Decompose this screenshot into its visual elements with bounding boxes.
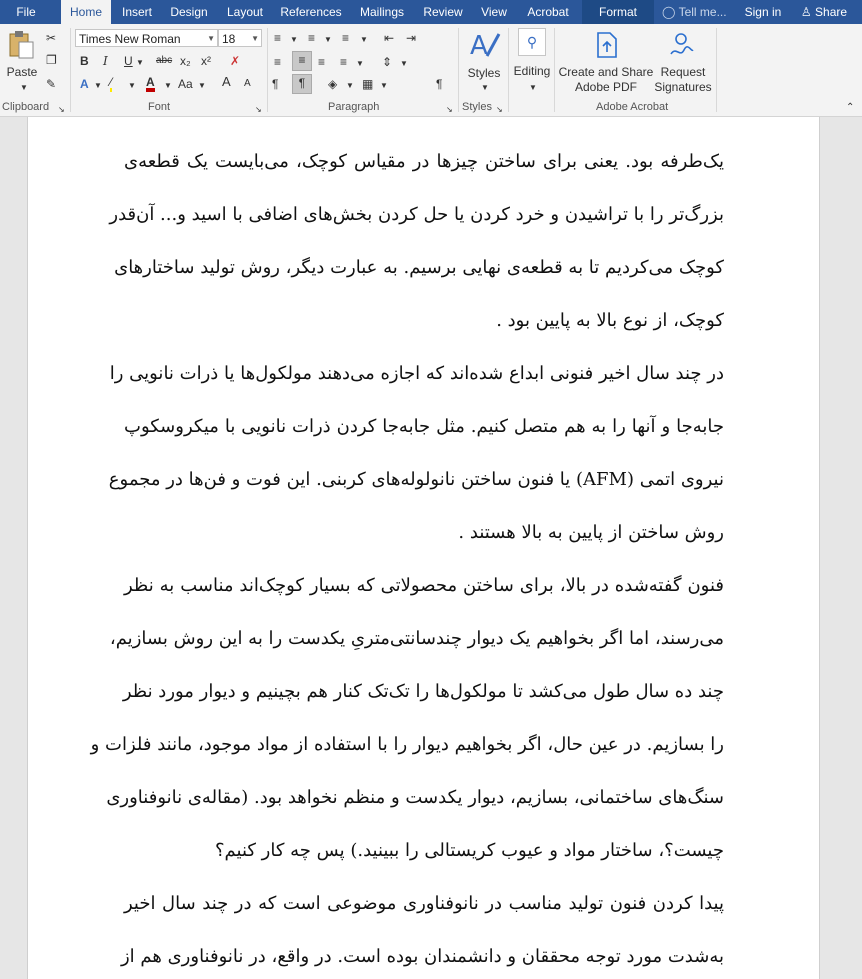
chevron-down-icon[interactable]: ▼ bbox=[94, 81, 102, 90]
chevron-down-icon[interactable]: ▼ bbox=[128, 81, 136, 90]
editing-label[interactable]: Editing bbox=[513, 64, 551, 78]
share-button[interactable]: ♙ Share bbox=[800, 5, 848, 19]
styles-label[interactable]: Styles bbox=[467, 66, 501, 80]
ribbon-home bbox=[0, 24, 862, 117]
change-case-button[interactable]: Aa bbox=[178, 77, 193, 91]
clipboard-icon bbox=[7, 30, 37, 60]
dialog-launcher-icon[interactable]: ↘ bbox=[58, 105, 65, 114]
tab-view[interactable]: View bbox=[481, 5, 507, 19]
chevron-down-icon[interactable]: ▼ bbox=[198, 81, 206, 90]
chevron-down-icon[interactable]: ▼ bbox=[380, 81, 388, 90]
numbering-icon[interactable]: ≡ bbox=[308, 31, 316, 45]
shading-icon[interactable]: ◈ bbox=[328, 77, 338, 91]
tab-file[interactable]: File bbox=[16, 5, 36, 19]
ribbon-tab-bar bbox=[0, 0, 862, 24]
font-name-combo[interactable]: Times New Roman ▼ bbox=[75, 29, 218, 47]
text-line[interactable]: روش ساختن از پایین به بالا هستند . bbox=[458, 522, 724, 543]
tab-format[interactable]: Format bbox=[582, 0, 654, 24]
text-line[interactable]: نیروی اتمی (AFM) یا فنون ساختن نانولوله‌های کربنی. این فوت و فن‌ها در مجموع bbox=[108, 469, 724, 490]
chevron-down-icon[interactable]: ▼ bbox=[481, 83, 489, 92]
text-line[interactable]: چند ده سال طول می‌کشد تا مولکول‌ها را تک‌تک کنار هم بچینیم و دیوار مورد نظر bbox=[122, 681, 724, 702]
styles-button[interactable] bbox=[466, 28, 502, 62]
text-line[interactable]: کوچک می‌کردیم تا به قطعه‌ی نهایی برسیم. به عبارت دیگر، روش تولید ساختارهای bbox=[114, 257, 724, 278]
chevron-down-icon: ▼ bbox=[251, 34, 259, 43]
italic-button[interactable]: I bbox=[103, 54, 108, 68]
chevron-down-icon[interactable]: ▼ bbox=[290, 35, 298, 44]
tab-insert[interactable]: Insert bbox=[121, 5, 152, 19]
dialog-launcher-icon[interactable]: ↘ bbox=[446, 105, 453, 114]
dialog-launcher-icon[interactable]: ↘ bbox=[496, 105, 503, 114]
chevron-down-icon[interactable]: ▼ bbox=[529, 83, 537, 92]
tab-acrobat[interactable]: Acrobat bbox=[527, 5, 569, 19]
bold-button[interactable]: B bbox=[80, 54, 89, 68]
styles-icon bbox=[467, 28, 501, 62]
divider bbox=[458, 28, 459, 112]
text-line[interactable]: کوچک، از نوع بالا به پایین بود . bbox=[496, 310, 724, 331]
font-color-button[interactable]: A bbox=[146, 76, 155, 92]
text-line[interactable]: به‌شدت مورد توجه محققان و دانشمندان بوده است. در واقع، در نانوفناوری هم از bbox=[120, 946, 724, 967]
align-center-icon[interactable]: ≡ bbox=[292, 51, 312, 71]
chevron-down-icon[interactable]: ▼ bbox=[400, 59, 408, 68]
cut-icon[interactable]: ✂ bbox=[46, 31, 57, 45]
ltr-direction-icon[interactable]: ¶ bbox=[272, 77, 279, 91]
document-page[interactable] bbox=[27, 117, 820, 979]
font-group-label: Font bbox=[148, 101, 171, 113]
chevron-down-icon[interactable]: ▼ bbox=[324, 35, 332, 44]
search-icon: ⚲ bbox=[526, 34, 538, 50]
copy-icon[interactable]: ❐ bbox=[46, 53, 57, 67]
paragraph-group-label: Paragraph bbox=[328, 101, 380, 113]
text-effects-icon[interactable]: A bbox=[80, 77, 89, 91]
align-right-icon[interactable]: ≡ bbox=[318, 55, 326, 69]
chevron-down-icon[interactable]: ▼ bbox=[356, 59, 364, 68]
paste-button[interactable] bbox=[6, 30, 38, 60]
lightbulb-icon: ◯ bbox=[662, 5, 676, 19]
bullets-icon[interactable]: ≡ bbox=[274, 31, 282, 45]
rtl-direction-icon[interactable]: ¶ bbox=[292, 74, 312, 94]
tab-design[interactable]: Design bbox=[170, 5, 208, 19]
subscript-button[interactable]: x₂ bbox=[180, 54, 191, 68]
create-pdf-icon[interactable] bbox=[592, 30, 622, 60]
text-line[interactable]: در چند سال اخیر فنونی ابداع شده‌اند که اجازه می‌دهند مولکول‌ها یا ذرات نانویی را bbox=[109, 363, 724, 384]
chevron-down-icon[interactable]: ▼ bbox=[360, 35, 368, 44]
text-line[interactable]: سنگ‌های ساختمانی، بسازیم، دیوار یکدست و منظم نخواهد بود. (مقاله‌ی نانوفناوری bbox=[106, 787, 724, 808]
dialog-launcher-icon[interactable]: ↘ bbox=[255, 105, 262, 114]
svg-text:A: A bbox=[470, 31, 488, 61]
text-line[interactable]: فنون گفته‌شده در بالا، برای ساختن محصولاتی که بسیار کوچک‌اند مناسب به نظر bbox=[124, 575, 724, 596]
signature-icon[interactable] bbox=[666, 30, 696, 60]
document-area bbox=[0, 117, 862, 979]
clear-formatting-icon[interactable]: ✗ bbox=[230, 54, 241, 68]
chevron-down-icon[interactable]: ▼ bbox=[20, 83, 28, 92]
strikethrough-button[interactable]: abc bbox=[156, 55, 173, 66]
find-button[interactable] bbox=[518, 28, 546, 56]
increase-indent-icon[interactable]: ⇥ bbox=[406, 31, 417, 45]
tab-layout[interactable]: Layout bbox=[226, 5, 264, 19]
text-line[interactable]: را بسازیم. در عین حال، اگر بخواهیم دیوار را با استفاده از مواد موجود، مانند فلزات و bbox=[90, 734, 724, 755]
paste-label[interactable]: Paste bbox=[6, 65, 38, 79]
font-size-combo[interactable]: 18 ▼ bbox=[218, 29, 262, 47]
sign-in-button[interactable]: Sign in bbox=[744, 5, 782, 19]
divider bbox=[554, 28, 555, 112]
adobe-group-label: Adobe Acrobat bbox=[596, 101, 669, 113]
show-marks-icon[interactable]: ¶ bbox=[436, 77, 443, 91]
text-line[interactable]: پیدا کردن فنون تولید مناسب در نانوفناوری موضوعی است که در چند سال اخیر bbox=[124, 893, 724, 914]
divider bbox=[716, 28, 717, 112]
collapse-ribbon-icon[interactable]: ⌃ bbox=[846, 102, 855, 113]
clipboard-group-label: Clipboard bbox=[2, 101, 50, 113]
styles-group-label: Styles bbox=[462, 101, 492, 113]
text-line[interactable]: یک‌طرفه بود. یعنی برای ساختن چیزها در مقیاس کوچک، می‌بایست یک قطعه‌ی bbox=[124, 151, 724, 172]
text-line[interactable]: بزرگ‌تر را با تراشیدن و خرد کردن یا حل کردن بخش‌های اضافی با اسید و... آن‌قدر bbox=[109, 204, 724, 225]
tab-home[interactable]: Home bbox=[61, 0, 111, 24]
format-painter-icon[interactable]: ✎ bbox=[46, 77, 57, 91]
tell-me-box[interactable]: ◯ Tell me... bbox=[662, 5, 727, 19]
align-left-icon[interactable]: ≡ bbox=[274, 55, 282, 69]
chevron-down-icon[interactable]: ▼ bbox=[346, 81, 354, 90]
underline-button[interactable]: U bbox=[124, 54, 133, 68]
multilevel-list-icon[interactable]: ≡ bbox=[342, 31, 350, 45]
person-icon: ♙ bbox=[800, 5, 812, 19]
divider bbox=[508, 28, 509, 112]
text-line[interactable]: می‌رسند، اما اگر بخواهیم یک دیوار چندسانتی‌متریِ یکدست را به این روش بسازیم، bbox=[109, 628, 724, 649]
grow-font-button[interactable]: A bbox=[222, 74, 231, 89]
create-share-pdf-button[interactable]: Create and Share Adobe PDF bbox=[558, 65, 654, 94]
text-line[interactable]: جابه‌جا و آنها را به هم متصل کنیم. مثل جابه‌جا کردن ذرات نانویی با میکروسکوپ bbox=[124, 416, 724, 437]
justify-icon[interactable]: ≡ bbox=[340, 55, 348, 69]
tab-review[interactable]: Review bbox=[423, 5, 463, 19]
divider bbox=[70, 28, 71, 112]
tab-references[interactable]: References bbox=[280, 5, 342, 19]
divider bbox=[267, 28, 268, 112]
shrink-font-button[interactable]: A bbox=[244, 78, 251, 89]
superscript-button[interactable]: x² bbox=[201, 54, 211, 68]
text-line[interactable]: چیست؟، ساختار مواد و عیوب کریستالی را ببینید.) پس چه کار کنیم؟ bbox=[214, 840, 724, 861]
decrease-indent-icon[interactable]: ⇤ bbox=[384, 31, 395, 45]
chevron-down-icon[interactable]: ▼ bbox=[164, 81, 172, 90]
borders-icon[interactable]: ▦ bbox=[362, 77, 374, 91]
highlight-icon[interactable]: ⁄ bbox=[110, 76, 112, 92]
tab-mailings[interactable]: Mailings bbox=[359, 5, 404, 19]
request-signatures-button[interactable]: Request Signatures bbox=[654, 65, 712, 94]
chevron-down-icon: ▼ bbox=[207, 34, 215, 43]
line-spacing-icon[interactable]: ⇕ bbox=[382, 55, 393, 69]
chevron-down-icon[interactable]: ▼ bbox=[136, 58, 144, 67]
